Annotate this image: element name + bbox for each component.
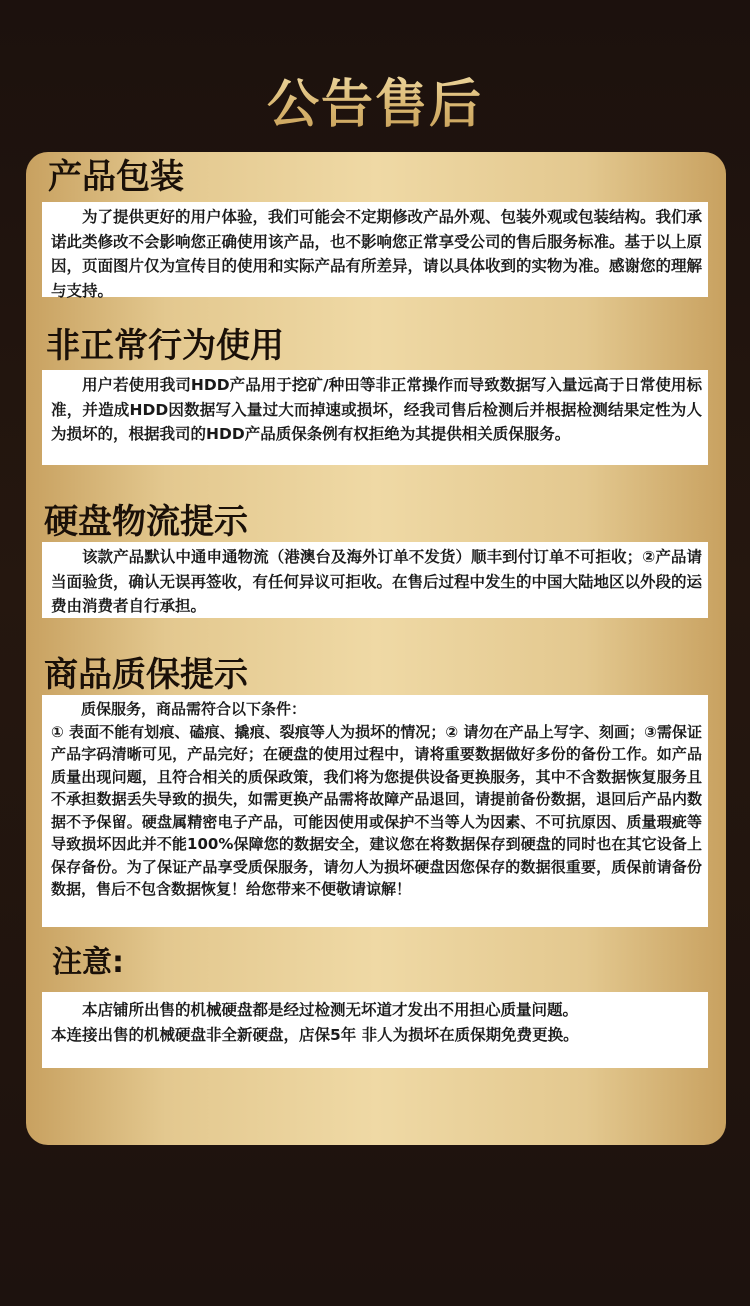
- section-heading-abnormal-use: 非正常行为使用: [46, 326, 284, 366]
- warranty-intro: 质保服务，商品需符合以下条件：: [81, 700, 307, 718]
- warranty-conditions: ① 表面不能有划痕、磕痕、撬痕、裂痕等人为损坏的情况；② 请勿在产品上写字、刻画；③需保证产品字码清晰可见，产品完好；在硬盘的使用过程中，请将重要数据做好多份的备份工作。如产品质量出现问题，且符合相关的质保政策，我们将为您提供设备更换服务，其中不含数据恢复服务且不承担数据丢失导致的损失，如需更换产品需将故障产品退回，请提前备份数据，退回后产品内数据不予保留。硬盘属精密电子产品，可能因使用或保护不当等人为因素、不可抗原因、质量瑕疵等导致损坏因此并不能100%保障您的数据安全，建议您在将数据保存到硬盘的同时也在其它设备上保存备份。为了保证产品享受质保服务，请勿人为损坏硬盘因您保存的数据很重要，质保前请备份数据，售后不包含数据恢复！给您带来不便敬请谅解！: [51, 722, 702, 898]
- section-body-logistics: [42, 542, 708, 618]
- section-body-packaging: [42, 202, 708, 300]
- section-body-warranty: [42, 695, 708, 927]
- section-heading-logistics: 硬盘物流提示: [44, 502, 248, 542]
- section-body-abnormal-use: [42, 370, 708, 465]
- notice-line-1: 本店铺所出售的机械硬盘都是经过检测无坏道才发出不用担心质量问题。: [82, 1001, 579, 1019]
- section-body-notice: [42, 992, 708, 1068]
- page-title: 公告售后: [0, 62, 750, 137]
- section-heading-packaging: 产品包装: [48, 157, 184, 197]
- abnormal-use-paragraph: 用户若使用我司HDD产品用于挖矿/种田等非正常操作而导致数据写入量远高于日常使用标准，并造成HDD因数据写入量过大而掉速或损坏，经我司售后检测后并根据检测结果定性为人为损坏的，根据我司的HDD产品质保条例有权拒绝为其提供相关质保服务。: [51, 376, 702, 443]
- notice-line-2: 本连接出售的机械硬盘非全新硬盘，店保5年 非人为损坏在质保期免费更换。: [51, 1025, 579, 1044]
- logistics-paragraph: 该款产品默认中通申通物流（港澳台及海外订单不发货）顺丰到付订单不可拒收；②产品请当面验货，确认无误再签收，有任何异议可拒收。在售后过程中发生的中国大陆地区以外段的运费由消费者自行承担。: [51, 548, 703, 615]
- section-heading-notice: 注意:: [52, 945, 124, 980]
- section-heading-warranty: 商品质保提示: [44, 655, 248, 695]
- packaging-paragraph: 为了提供更好的用户体验，我们可能会不定期修改产品外观、包装外观或包装结构。我们承诺此类修改不会影响您正确使用该产品，也不影响您正常享受公司的售后服务标准。基于以上原因，页面图片仅为宣传目的使用和实际产品有所差异，请以具体收到的实物为准。感谢您的理解与支持。: [51, 208, 703, 300]
